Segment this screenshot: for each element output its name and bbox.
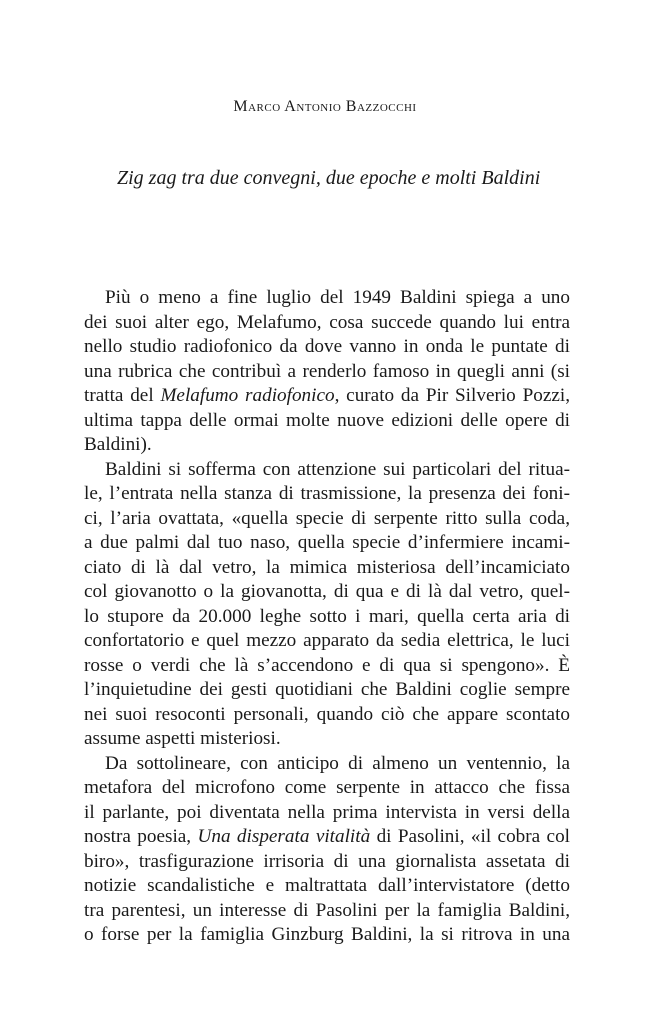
text-line: o forse per la famiglia Ginzburg Baldini, la si ritrova in una	[84, 924, 570, 945]
text-line: Da sottolineare, con anticipo di almeno un ventennio, la	[105, 752, 570, 774]
text-line: tratta del Melafumo radiofonico, curato da Pir Silverio Pozzi,	[84, 385, 570, 406]
text-line: notizie scandalistiche e maltrattata dall’intervistatore (detto	[84, 875, 570, 896]
text-line: l’inquietudine dei gesti quotidiani che Baldini coglie sempre	[84, 679, 570, 700]
text-line: una rubrica che contribuì a renderlo famoso in quegli anni (si	[84, 360, 570, 382]
text-line: lo stupore da 20.000 leghe sotto i mari, quella certa aria di	[84, 605, 570, 627]
text-line: nello studio radiofonico da dove vanno in onda le puntate di	[84, 336, 570, 357]
text-line: confortatorio e quel mezzo apparato da sedia elettrica, le luci	[84, 630, 570, 651]
chapter-title: Zig zag tra due convegni, due epoche e molti Baldini	[117, 167, 541, 189]
text-line: rosse o verdi che là s’accendono e di qua si spengono». È	[84, 654, 570, 676]
text-line: il parlante, poi diventata nella prima intervista in versi della	[84, 801, 570, 823]
author-name: Marco Antonio Bazzocchi	[233, 98, 417, 115]
text-line: a due palmi dal tuo naso, quella specie d’infermiere incami-	[84, 532, 570, 553]
text-line: Baldini).	[84, 434, 152, 455]
body-text	[84, 286, 570, 948]
text-line: nei suoi resoconti personali, quando ciò che appare scontato	[84, 703, 570, 725]
text-line: metafora del microfono come serpente in attacco che fissa	[84, 777, 570, 798]
text-line: col giovanotto o la giovanotta, di qua e di là dal vetro, quel-	[84, 581, 570, 602]
text-line: ultima tappa delle ormai molte nuove edizioni delle opere di	[84, 409, 570, 431]
book-title: Melafumo radiofonico	[160, 385, 335, 406]
text-line: le, l’entrata nella stanza di trasmissione, la presenza dei foni-	[84, 483, 570, 504]
text-line: assume aspetti misteriosi.	[84, 728, 281, 749]
text-line: dei suoi alter ego, Melafumo, cosa succede quando lui entra	[84, 311, 570, 333]
text-line: biro», trasfigurazione irrisoria di una giornalista assetata di	[84, 850, 570, 872]
text-line: tra parentesi, un interesse di Pasolini per la famiglia Baldini,	[84, 899, 570, 921]
text-line: Baldini si sofferma con attenzione sui particolari del ritua-	[105, 458, 570, 480]
book-title: Una disperata vitalità	[197, 826, 371, 847]
text-line: ci, l’aria ovattata, «quella specie di serpente ritto sulla coda,	[84, 507, 570, 529]
text-line: ciato di là dal vetro, la mimica misteriosa dell’incamiciato	[84, 556, 570, 578]
text-line: nostra poesia, Una disperata vitalità di Pasolini, «il cobra col	[84, 826, 570, 847]
text-line: Più o meno a fine luglio del 1949 Baldini spiega a uno	[105, 287, 570, 308]
